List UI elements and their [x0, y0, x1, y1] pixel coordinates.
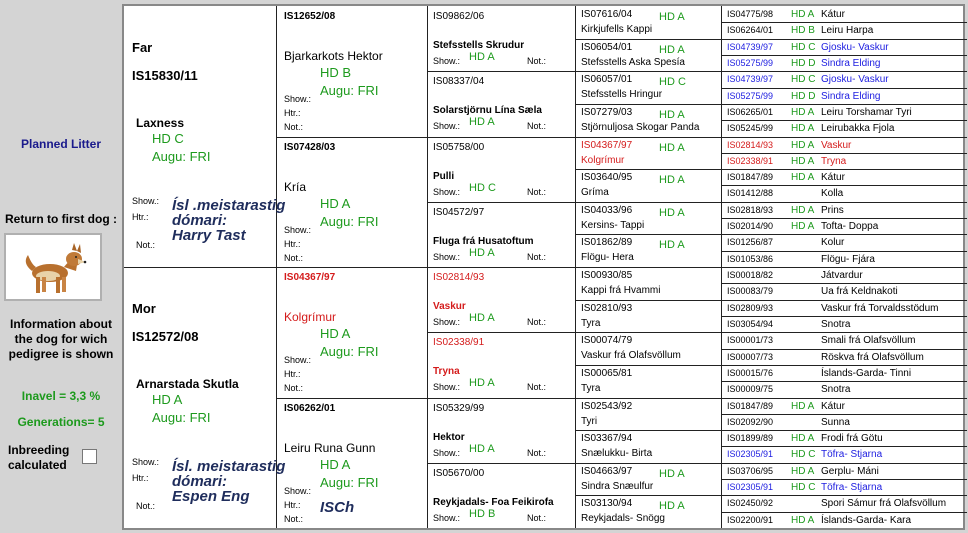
- row-divider: [575, 463, 721, 464]
- hd-score: HD C: [152, 131, 184, 146]
- hd-score: HD A: [659, 206, 685, 219]
- dog-registration[interactable]: IS00083/79: [727, 286, 774, 297]
- row-divider: [575, 202, 721, 203]
- hd-score: HD A: [791, 400, 815, 412]
- info-text: Information about the dog for wich pedigree is shown: [8, 317, 114, 361]
- row-divider: [575, 365, 721, 366]
- htr-label: Htr.:: [284, 238, 301, 249]
- row-divider: [276, 398, 427, 399]
- row-divider: [721, 267, 967, 268]
- parent-name[interactable]: Arnarstada Skutla: [136, 377, 239, 391]
- hd-score: HD B: [320, 65, 352, 80]
- row-divider: [575, 71, 721, 72]
- dog-registration[interactable]: IS00074/79: [581, 335, 633, 347]
- dog-registration[interactable]: IS04739/97: [727, 41, 774, 52]
- title-badge: ISCh: [320, 498, 355, 516]
- dog-registration[interactable]: IS02305/91: [727, 449, 774, 460]
- dog-name[interactable]: Reykjadals- Snögg: [581, 513, 665, 525]
- row-divider: [427, 202, 575, 203]
- row-divider: [721, 446, 967, 447]
- htr-label: Htr.:: [132, 212, 149, 222]
- generations-value: Generations= 5: [17, 415, 105, 429]
- hd-score: HD A: [659, 239, 685, 252]
- hd-score: HD A: [152, 392, 183, 407]
- hd-score: HD A: [791, 106, 815, 118]
- row-divider: [721, 495, 967, 496]
- show-judge: [172, 459, 285, 504]
- hd-score: HD A: [659, 108, 685, 121]
- dog-registration[interactable]: IS00018/82: [727, 270, 774, 280]
- row-divider: [575, 137, 721, 138]
- dog-registration[interactable]: IS01847/89: [727, 172, 774, 183]
- judge-line: Harry Tast: [172, 227, 246, 244]
- dog-registration[interactable]: IS07428/03: [284, 141, 336, 153]
- row-divider: [575, 104, 721, 105]
- dog-name[interactable]: Hektor: [433, 431, 465, 443]
- not-label: Not.:: [284, 122, 304, 132]
- dog-name[interactable]: Snotra: [821, 318, 851, 330]
- dog-registration[interactable]: IS01847/89: [727, 400, 774, 411]
- dog-name[interactable]: Flögu- Hera: [581, 252, 634, 264]
- judge-line: Espen Eng: [172, 488, 250, 505]
- row-divider: [427, 267, 575, 268]
- planned-litter-link[interactable]: Planned Litter: [20, 137, 101, 151]
- show-label: Show.:: [433, 251, 461, 262]
- judge-line: Ísl .meistarastig: [172, 197, 286, 214]
- row-divider: [575, 39, 721, 40]
- dog-registration[interactable]: IS04367/97: [581, 139, 633, 151]
- dog-registration[interactable]: IS02338/91: [433, 337, 485, 349]
- hd-score: HD A: [791, 9, 815, 20]
- hd-score: HD C: [791, 74, 816, 86]
- row-divider: [427, 398, 575, 399]
- dog-registration[interactable]: IS00065/81: [581, 367, 633, 379]
- inavel-value: Inavel = 3,3 %: [21, 389, 101, 403]
- eye-exam: Augu: FRI: [152, 149, 211, 164]
- row-divider: [721, 234, 967, 235]
- parent-registration[interactable]: IS15830/11: [132, 68, 198, 83]
- row-divider: [721, 316, 967, 317]
- dog-name[interactable]: Sindra Elding: [821, 90, 881, 102]
- dog-name[interactable]: Kolur: [821, 237, 845, 249]
- dog-registration[interactable]: IS02809/93: [727, 302, 774, 313]
- row-divider: [575, 430, 721, 431]
- dog-registration[interactable]: IS05670/00: [433, 467, 485, 479]
- dog-name[interactable]: Flögu- Fjára: [821, 253, 875, 265]
- dog-name[interactable]: Íslands-Garda- Kara: [821, 514, 912, 526]
- dog-registration[interactable]: IS03640/95: [581, 172, 633, 184]
- dog-name[interactable]: Gríma: [581, 187, 609, 199]
- dog-name[interactable]: Röskva frá Olafsvöllum: [821, 351, 924, 363]
- dog-name[interactable]: Töfra- Stjarna: [821, 482, 883, 494]
- show-label: Show.:: [433, 317, 461, 327]
- row-divider: [575, 495, 721, 496]
- dog-name[interactable]: Tryna: [433, 366, 460, 378]
- dog-registration[interactable]: IS01256/87: [727, 237, 774, 248]
- dog-registration[interactable]: IS04033/96: [581, 204, 633, 216]
- row-divider: [721, 55, 967, 56]
- hd-score: HD A: [659, 43, 685, 56]
- eye-exam: Augu: FRI: [320, 474, 379, 490]
- dog-registration[interactable]: IS02338/91: [727, 155, 774, 166]
- dog-name[interactable]: Solarstjörnu Lína Sæla: [433, 105, 542, 117]
- dog-registration[interactable]: IS04663/97: [581, 465, 633, 477]
- row-divider: [276, 267, 427, 268]
- dog-registration[interactable]: IS08337/04: [433, 76, 485, 88]
- row-divider: [721, 153, 967, 154]
- hd-score: HD B: [791, 25, 815, 37]
- dog-registration[interactable]: IS03367/94: [581, 433, 633, 445]
- row-divider: [427, 71, 575, 72]
- show-label: Show.:: [433, 512, 461, 523]
- hd-score: HD A: [791, 433, 815, 445]
- dog-registration[interactable]: IS02305/91: [727, 482, 774, 493]
- dog-name[interactable]: Íslands-Garda- Tinni: [821, 367, 912, 379]
- not-label: Not.:: [527, 512, 547, 523]
- dog-name[interactable]: Stjörnuljosa Skogar Panda: [581, 121, 700, 133]
- hd-score: HD A: [659, 11, 685, 23]
- dog-registration[interactable]: IS12652/08: [284, 11, 336, 22]
- dog-registration[interactable]: IS06057/01: [581, 74, 633, 86]
- dog-name[interactable]: Tryna: [821, 155, 847, 167]
- htr-label: Htr.:: [132, 473, 149, 483]
- row-divider: [721, 39, 967, 40]
- not-label: Not.:: [284, 383, 304, 393]
- row-divider: [721, 414, 967, 415]
- dog-registration[interactable]: IS02092/90: [727, 416, 774, 427]
- dog-name[interactable]: Prins: [821, 204, 844, 216]
- hd-score: HD D: [791, 90, 816, 102]
- htr-label: Htr.:: [284, 499, 301, 510]
- dog-registration[interactable]: IS04775/98: [727, 9, 774, 19]
- hd-score: HD A: [320, 326, 351, 341]
- row-divider: [721, 512, 967, 513]
- hd-score: HD A: [659, 467, 685, 480]
- not-label: Not.:: [136, 240, 156, 250]
- return-label: Return to first dog :: [5, 212, 117, 226]
- not-label: Not.:: [527, 382, 547, 393]
- dog-name[interactable]: Sindra Snæulfur: [581, 480, 654, 492]
- hd-score: HD A: [791, 123, 815, 135]
- not-label: Not.:: [527, 56, 547, 66]
- dog-registration[interactable]: IS03054/94: [727, 318, 774, 329]
- dog-registration[interactable]: IS02014/90: [727, 221, 774, 232]
- row-divider: [721, 251, 967, 252]
- parent-role: Far: [132, 40, 153, 55]
- dog-registration[interactable]: IS00001/73: [727, 335, 774, 346]
- hd-score: HD C: [469, 181, 496, 194]
- dog-registration[interactable]: IS09862/06: [433, 11, 485, 22]
- hd-score: HD A: [320, 456, 351, 472]
- dog-name[interactable]: Sindra Elding: [821, 57, 881, 69]
- row-divider: [721, 71, 967, 72]
- parent-role: Mor: [132, 301, 156, 316]
- dog-registration[interactable]: IS01053/86: [727, 253, 774, 264]
- dog-registration[interactable]: IS07279/03: [581, 106, 633, 118]
- row-divider: [721, 169, 967, 170]
- hd-score: HD C: [791, 482, 816, 494]
- row-divider: [721, 463, 967, 464]
- dog-registration[interactable]: IS00015/76: [727, 367, 774, 378]
- dog-registration[interactable]: IS04367/97: [284, 272, 336, 283]
- eye-exam: Augu: FRI: [320, 83, 379, 98]
- dog-name[interactable]: Stefsstells Aska Spesía: [581, 56, 685, 68]
- row-divider: [721, 104, 967, 105]
- dog-registration[interactable]: IS01862/89: [581, 237, 633, 249]
- row-divider: [721, 185, 967, 186]
- dog-name[interactable]: Gjosku- Vaskur: [821, 41, 889, 53]
- row-divider: [427, 332, 575, 333]
- dog-name[interactable]: Fluga frá Husatoftum: [433, 235, 534, 247]
- dog-name[interactable]: Tofta- Doppa: [821, 221, 879, 233]
- row-divider: [427, 463, 575, 464]
- dog-name[interactable]: Frodi frá Götu: [821, 433, 883, 445]
- dog-name[interactable]: Tyra: [581, 317, 601, 329]
- row-divider: [721, 218, 967, 219]
- dog-registration[interactable]: IS01412/88: [727, 188, 774, 199]
- row-divider: [276, 137, 427, 138]
- show-label: Show.:: [132, 457, 160, 467]
- row-divider: [721, 137, 967, 138]
- show-label: Show.:: [284, 485, 312, 496]
- dog-name[interactable]: Kersins- Tappi: [581, 219, 645, 231]
- not-label: Not.:: [527, 317, 547, 327]
- row-divider: [575, 169, 721, 170]
- dog-name[interactable]: Kría: [284, 179, 307, 194]
- row-divider: [575, 267, 721, 268]
- dog-name[interactable]: Stefsstells Hringur: [581, 89, 663, 101]
- row-divider: [427, 137, 575, 138]
- dog-registration[interactable]: IS02810/93: [581, 302, 633, 314]
- dog-icon: [6, 235, 100, 299]
- dog-registration[interactable]: IS02200/91: [727, 514, 774, 525]
- dog-name[interactable]: Leiru Harpa: [821, 25, 874, 37]
- inbreeding-checkbox[interactable]: [82, 449, 97, 464]
- inbreeding-label: Inbreeding calculated: [8, 443, 70, 472]
- hd-score: HD A: [791, 514, 815, 526]
- htr-label: Htr.:: [284, 369, 301, 379]
- dog-registration[interactable]: IS02818/93: [727, 204, 774, 215]
- show-judge: [172, 198, 285, 243]
- row-divider: [721, 88, 967, 89]
- dog-name[interactable]: Kátur: [821, 9, 845, 20]
- hd-score: HD A: [469, 377, 495, 390]
- row-divider: [721, 398, 967, 399]
- row-divider: [721, 365, 967, 366]
- hd-score: HD A: [469, 51, 495, 63]
- dog-registration[interactable]: IS03706/95: [727, 465, 774, 476]
- show-label: Show.:: [284, 224, 312, 235]
- dog-name[interactable]: Kappi frá Hvammi: [581, 285, 661, 296]
- not-label: Not.:: [527, 186, 547, 197]
- dog-name[interactable]: Vaskur: [433, 301, 466, 312]
- dog-name[interactable]: Leiru Torshamar Tyri: [821, 106, 912, 118]
- dog-name[interactable]: Leirubakka Fjola: [821, 123, 895, 135]
- hd-score: HD C: [659, 76, 686, 89]
- hd-score: HD A: [791, 465, 815, 477]
- row-divider: [575, 300, 721, 301]
- dog-registration[interactable]: IS07616/04: [581, 9, 633, 20]
- dog-name[interactable]: Kátur: [821, 172, 845, 184]
- dog-registration[interactable]: IS02543/92: [581, 400, 633, 412]
- not-label: Not.:: [136, 501, 156, 511]
- dog-name[interactable]: Tyri: [581, 415, 598, 427]
- dog-name[interactable]: Smali frá Olafsvöllum: [821, 335, 916, 347]
- dog-registration[interactable]: IS06264/01: [727, 25, 774, 36]
- show-label: Show.:: [433, 382, 461, 393]
- dog-registration[interactable]: IS02814/93: [433, 272, 485, 283]
- show-label: Show.:: [433, 186, 461, 197]
- not-label: Not.:: [527, 251, 547, 262]
- dog-name[interactable]: Vaskur frá Torvaldsstödum: [821, 302, 939, 314]
- dog-registration[interactable]: IS05329/99: [433, 402, 485, 414]
- dog-name[interactable]: Kolgrímur: [581, 154, 625, 166]
- eye-exam: Augu: FRI: [320, 344, 379, 359]
- hd-score: HD C: [791, 41, 816, 53]
- dog-registration[interactable]: IS06262/01: [284, 402, 336, 414]
- dog-name[interactable]: Kátur: [821, 400, 845, 412]
- hd-score: HD A: [791, 204, 815, 216]
- judge-line: dómari:: [172, 473, 228, 490]
- row-divider: [721, 202, 967, 203]
- dog-registration[interactable]: IS03130/94: [581, 498, 633, 510]
- dog-registration[interactable]: IS00009/75: [727, 384, 774, 395]
- row-divider: [721, 300, 967, 301]
- dog-name[interactable]: Snælukku- Birta: [581, 448, 653, 460]
- row-divider: [575, 332, 721, 333]
- hd-score: HD A: [791, 155, 815, 167]
- show-label: Show.:: [284, 355, 312, 365]
- row-divider: [721, 22, 967, 23]
- hd-score: HD A: [469, 442, 495, 455]
- judge-line: dómari:: [172, 212, 228, 229]
- sidebar: [0, 0, 122, 533]
- show-label: Show.:: [433, 56, 461, 66]
- hd-score: HD A: [791, 139, 815, 151]
- dog-registration[interactable]: IS04739/97: [727, 74, 774, 85]
- dog-name[interactable]: Bjarkarkots Hektor: [284, 49, 383, 63]
- first-dog-button[interactable]: [4, 233, 102, 301]
- row-divider: [575, 234, 721, 235]
- dog-name[interactable]: Vaskur frá Olafsvöllum: [581, 350, 681, 362]
- dog-name[interactable]: Kolgrímur: [284, 310, 337, 324]
- hd-score: HD A: [791, 221, 815, 233]
- row-divider: [721, 283, 967, 284]
- dog-name[interactable]: Kirkjufells Kappi: [581, 24, 653, 35]
- hd-score: HD C: [791, 449, 816, 461]
- hd-score: HD A: [469, 246, 495, 259]
- dog-registration[interactable]: IS06265/01: [727, 106, 774, 117]
- hd-score: HD A: [659, 500, 685, 513]
- dog-name[interactable]: Reykjadals- Foa Feikirofa: [433, 496, 554, 508]
- dog-registration[interactable]: IS00007/73: [727, 351, 774, 362]
- dog-registration[interactable]: IS05758/00: [433, 141, 485, 153]
- dog-registration[interactable]: IS02814/93: [727, 139, 774, 150]
- parent-name[interactable]: Laxness: [136, 116, 185, 130]
- hd-score: HD A: [469, 312, 495, 324]
- dog-name[interactable]: Ua frá Keldnakoti: [821, 286, 898, 298]
- dog-name[interactable]: Gjosku- Vaskur: [821, 74, 889, 86]
- row-divider: [124, 267, 276, 268]
- not-label: Not.:: [527, 121, 547, 132]
- row-divider: [721, 349, 967, 350]
- dog-registration[interactable]: IS05245/99: [727, 123, 774, 134]
- dog-name[interactable]: Tyra: [581, 382, 601, 394]
- hd-score: HD A: [659, 141, 685, 154]
- hd-score: HD A: [659, 174, 685, 187]
- dog-name[interactable]: Töfra- Stjarna: [821, 449, 883, 461]
- not-label: Not.:: [284, 513, 304, 524]
- show-label: Show.:: [433, 447, 461, 458]
- hd-score: HD B: [469, 507, 496, 520]
- row-divider: [721, 332, 967, 333]
- dog-registration[interactable]: IS00930/85: [581, 270, 633, 281]
- dog-name[interactable]: Sunna: [821, 416, 850, 428]
- htr-label: Htr.:: [284, 108, 301, 118]
- dog-name[interactable]: Kolla: [821, 188, 844, 200]
- dog-registration[interactable]: IS04572/97: [433, 206, 485, 218]
- dog-name[interactable]: Spori Sámur frá Olafsvöllum: [821, 498, 947, 510]
- dog-name[interactable]: Pulli: [433, 170, 455, 182]
- dog-registration[interactable]: IS01899/89: [727, 433, 774, 444]
- dog-registration[interactable]: IS02450/92: [727, 498, 774, 509]
- show-label: Show.:: [132, 196, 160, 206]
- not-label: Not.:: [527, 447, 547, 458]
- hd-score: HD A: [469, 116, 495, 129]
- row-divider: [721, 430, 967, 431]
- eye-exam: Augu: FRI: [320, 213, 379, 229]
- dog-registration[interactable]: IS06054/01: [581, 41, 633, 53]
- dog-name[interactable]: Stefsstells Skrudur: [433, 40, 525, 51]
- dog-name[interactable]: Snotra: [821, 384, 851, 396]
- row-divider: [721, 120, 967, 121]
- judge-line: Ísl. meistarastig: [172, 458, 286, 475]
- dog-name[interactable]: Leiru Runa Gunn: [284, 440, 376, 455]
- hd-score: HD A: [320, 195, 351, 211]
- pedigree-table: [122, 4, 965, 530]
- dog-name[interactable]: Gerplu- Máni: [821, 465, 879, 477]
- not-label: Not.:: [284, 252, 304, 263]
- row-divider: [721, 381, 967, 382]
- hd-score: HD A: [791, 172, 815, 184]
- dog-registration[interactable]: IS05275/99: [727, 57, 774, 68]
- row-divider: [721, 479, 967, 480]
- parent-registration[interactable]: IS12572/08: [132, 329, 199, 344]
- dog-name[interactable]: Játvardur: [821, 270, 863, 281]
- show-label: Show.:: [433, 121, 461, 132]
- hd-score: HD D: [791, 57, 816, 69]
- row-divider: [575, 398, 721, 399]
- eye-exam: Augu: FRI: [152, 410, 211, 425]
- show-label: Show.:: [284, 94, 312, 104]
- dog-registration[interactable]: IS05275/99: [727, 90, 774, 101]
- dog-name[interactable]: Vaskur: [821, 139, 852, 151]
